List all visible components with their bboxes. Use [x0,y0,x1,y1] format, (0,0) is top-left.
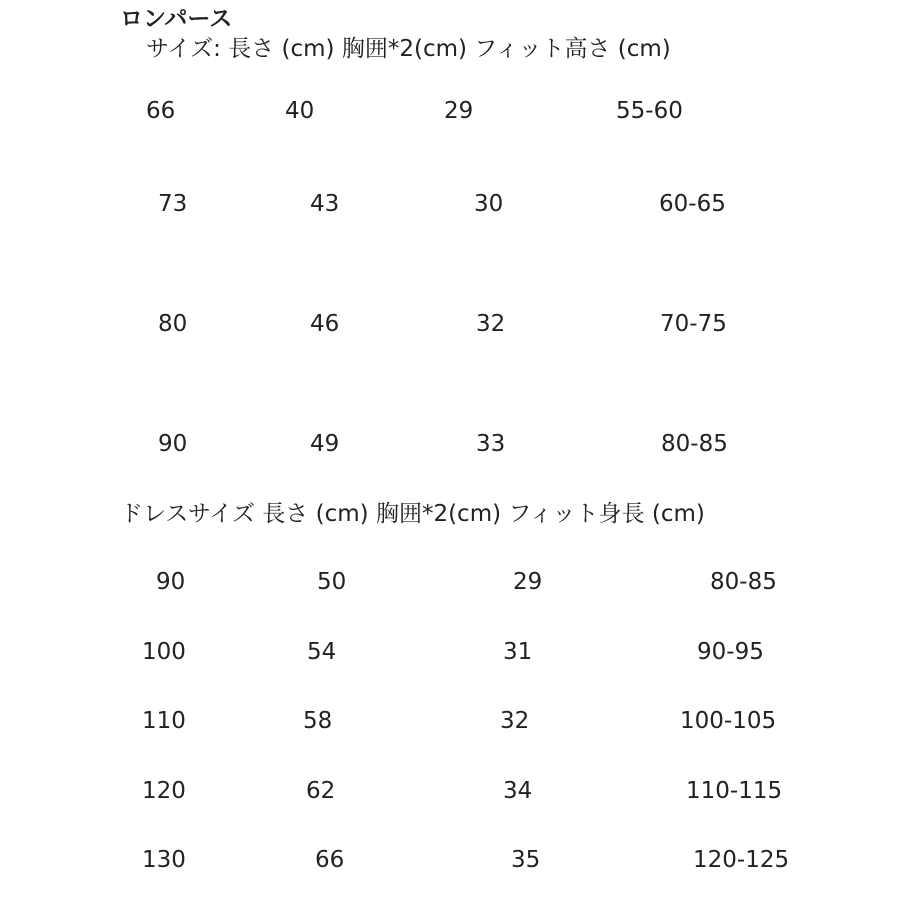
romper-size-cell: 66 [146,98,176,124]
romper-chest-cell: 30 [474,191,504,217]
dress-size-cell: 120 [142,778,186,804]
dress-size-cell: 130 [142,847,186,873]
romper-size-cell: 90 [158,431,188,457]
romper-length-cell: 43 [310,191,340,217]
dress-length-cell: 50 [317,569,347,595]
dress-size-cell: 90 [156,569,186,595]
dress-fit-height-cell: 120-125 [693,847,790,873]
romper-fit-height-cell: 70-75 [660,311,727,337]
dress-chest-cell: 32 [500,708,530,734]
dress-fit-height-cell: 80-85 [710,569,777,595]
dress-fit-height-cell: 90-95 [697,639,764,665]
dress-chest-cell: 34 [503,778,533,804]
dress-header: ドレスサイズ 長さ (cm) 胸囲*2(cm) フィット身長 (cm) [120,501,705,527]
romper-chest-cell: 29 [444,98,474,124]
dress-fit-height-cell: 110-115 [686,778,783,804]
dress-chest-cell: 31 [503,639,533,665]
romper-size-cell: 73 [158,191,188,217]
romper-length-cell: 49 [310,431,340,457]
dress-length-cell: 58 [303,708,333,734]
dress-size-cell: 110 [142,708,186,734]
dress-length-cell: 62 [306,778,336,804]
romper-header: サイズ: 長さ (cm) 胸囲*2(cm) フィット高さ (cm) [146,36,671,62]
romper-chest-cell: 33 [476,431,506,457]
dress-length-cell: 66 [315,847,345,873]
romper-fit-height-cell: 60-65 [659,191,726,217]
romper-fit-height-cell: 80-85 [661,431,728,457]
romper-fit-height-cell: 55-60 [616,98,683,124]
romper-size-cell: 80 [158,311,188,337]
dress-length-cell: 54 [307,639,337,665]
dress-chest-cell: 29 [513,569,543,595]
romper-length-cell: 40 [285,98,315,124]
romper-length-cell: 46 [310,311,340,337]
dress-chest-cell: 35 [511,847,541,873]
romper-title: ロンパース [120,6,233,32]
dress-fit-height-cell: 100-105 [680,708,777,734]
dress-size-cell: 100 [142,639,186,665]
romper-chest-cell: 32 [476,311,506,337]
